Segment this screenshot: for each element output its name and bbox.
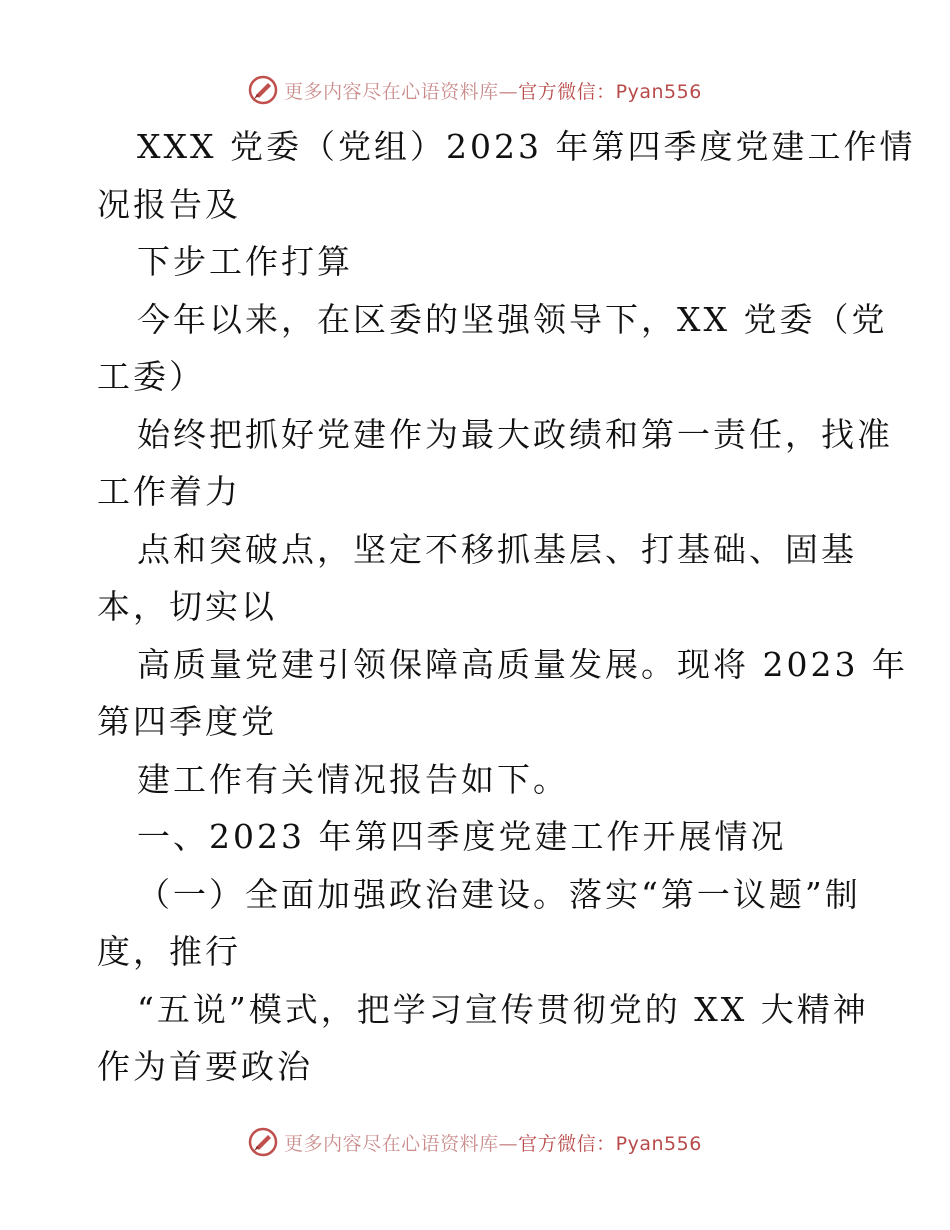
paragraph-line: 本，切实以 [97, 587, 277, 626]
paragraph-line: 度，推行 [97, 932, 241, 971]
header-watermark [0, 70, 950, 110]
document-body [97, 118, 916, 1096]
paragraph-line: 下步工作打算 [137, 242, 353, 281]
paragraph-line: 工委） [97, 357, 205, 396]
paragraph-line: “五说”模式，把学习宣传贯彻党的 XX 大精神 [137, 989, 869, 1029]
paragraph-line: 第四季度党 [97, 702, 277, 741]
watermark-text: 更多内容尽在心语资料库—官方微信：Pyan556 [284, 1132, 702, 1155]
paragraph-line: 点和突破点，坚定不移抓基层、打基础、固基 [137, 529, 857, 569]
footer-watermark [0, 1122, 950, 1162]
paragraph-line: 今年以来，在区委的坚强领导下，XX 党委（党 [137, 299, 888, 339]
paragraph-line: （一）全面加强政治建设。落实“第一议题”制 [137, 874, 861, 914]
paragraph-line: 高质量党建引领保障高质量发展。现将 2023 年 [137, 644, 908, 684]
paragraph-line: 建工作有关情况报告如下。 [137, 759, 569, 799]
paragraph-line: 工作着力 [97, 472, 241, 511]
paragraph-line: 况报告及 [97, 184, 241, 224]
paragraph-line: 一、2023 年第四季度党建工作开展情况 [137, 817, 787, 856]
paragraph-line: 始终把抓好党建作为最大政绩和第一责任，找准 [137, 414, 893, 454]
red-seal-logo-icon [248, 1127, 278, 1157]
paragraph-line: 作为首要政治 [97, 1047, 313, 1086]
red-seal-logo-icon [248, 75, 278, 105]
watermark-text: 更多内容尽在心语资料库—官方微信：Pyan556 [284, 80, 702, 103]
paragraph-line: XXX 党委（党组）2023 年第四季度党建工作情 [137, 127, 916, 166]
